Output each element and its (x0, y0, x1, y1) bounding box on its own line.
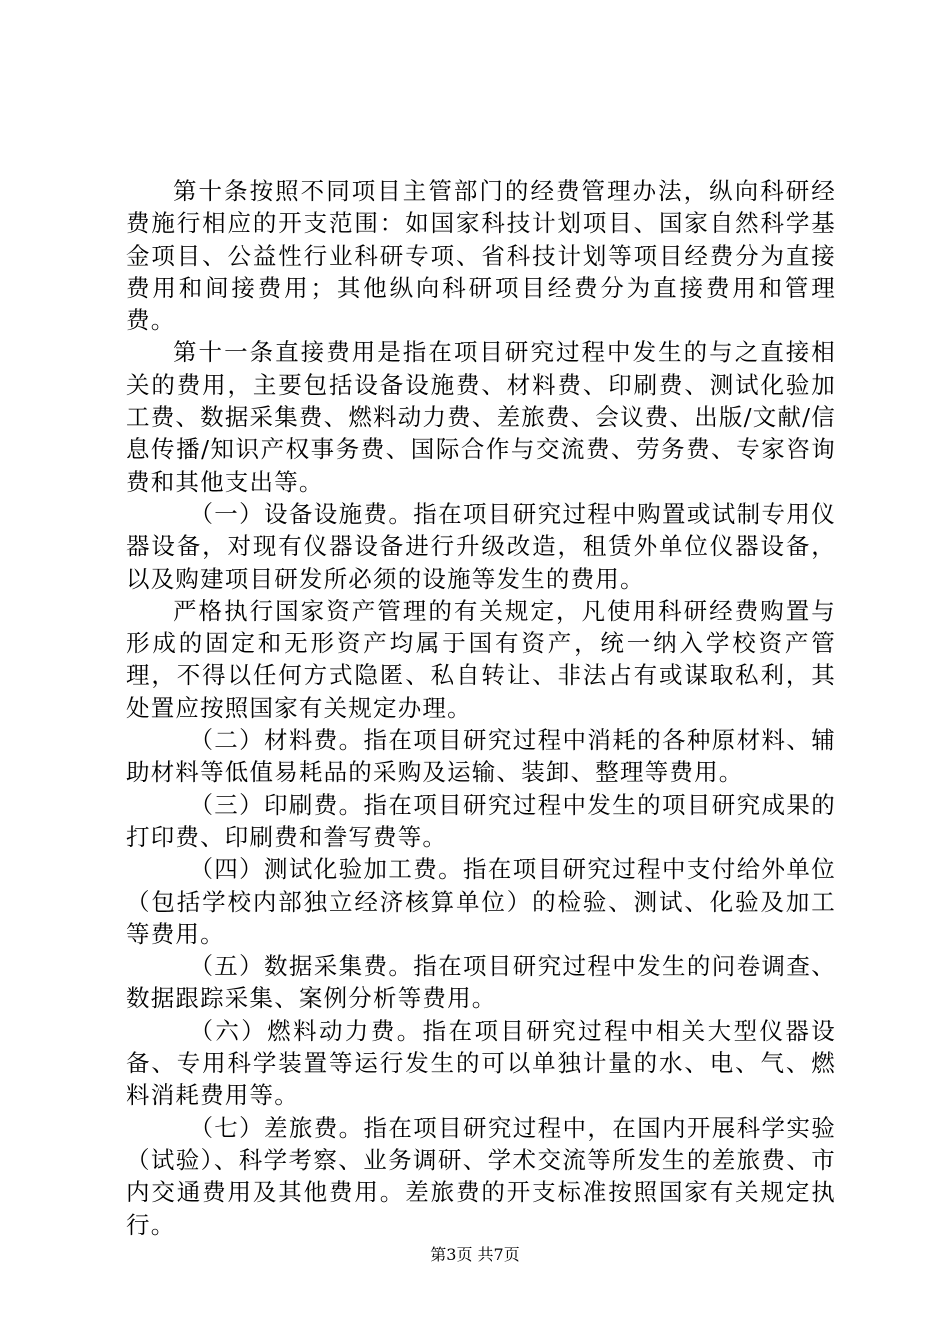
document-body (126, 175, 836, 1241)
paragraph-item-travel: （七）差旅费。指在项目研究过程中，在国内开展科学实验（试验）、科学考察、业务调研、学术交流等所发生的差旅费、市内交通费用及其他费用。差旅费的开支标准按照国家有关规定执行。 (126, 1113, 836, 1239)
paragraph-item-testing: （四）测试化验加工费。指在项目研究过程中支付给外单位（包括学校内部独立经济核算单位）的检验、测试、化验及加工等费用。 (126, 855, 836, 948)
paragraph-article-11: 第十一条直接费用是指在项目研究过程中发生的与之直接相关的费用，主要包括设备设施费、材料费、印刷费、测试化验加工费、数据采集费、燃料动力费、差旅费、会议费、出版/文献/信息传播/知识产权事务费、国际合作与交流费、劳务费、专家咨询费和其他支出等。 (126, 338, 836, 496)
paragraph-item-materials: （二）材料费。指在项目研究过程中消耗的各种原材料、辅助材料等低值易耗品的采购及运输、装卸、整理等费用。 (126, 726, 836, 787)
paragraph-item-equipment: （一）设备设施费。指在项目研究过程中购置或试制专用仪器设备，对现有仪器设备进行升级改造，租赁外单位仪器设备，以及购建项目研发所必须的设施等发生的费用。 (126, 499, 836, 593)
paragraph-asset-management: 严格执行国家资产管理的有关规定，凡使用科研经费购置与形成的固定和无形资产均属于国有资产，统一纳入学校资产管理，不得以任何方式隐匿、私自转让、非法占有或谋取私利，其处置应按照国家有关规定办理。 (126, 596, 836, 722)
paragraph-item-printing: （三）印刷费。指在项目研究过程中发生的项目研究成果的打印费、印刷费和誊写费等。 (126, 790, 836, 851)
paragraph-item-fuel-power: （六）燃料动力费。指在项目研究过程中相关大型仪器设备、专用科学装置等运行发生的可以单独计量的水、电、气、燃料消耗费用等。 (126, 1016, 836, 1110)
paragraph-article-10: 第十条按照不同项目主管部门的经费管理办法，纵向科研经费施行相应的开支范围：如国家科技计划项目、国家自然科学基金项目、公益性行业科研专项、省科技计划等项目经费分为直接费用和间接费用；其他纵向科研项目经费分为直接费用和管理费。 (126, 177, 836, 335)
paragraph-item-data-collection: （五）数据采集费。指在项目研究过程中发生的问卷调查、数据跟踪采集、案例分析等费用。 (126, 952, 836, 1013)
page-number-footer: 第3页 共7页 (430, 1245, 520, 1264)
